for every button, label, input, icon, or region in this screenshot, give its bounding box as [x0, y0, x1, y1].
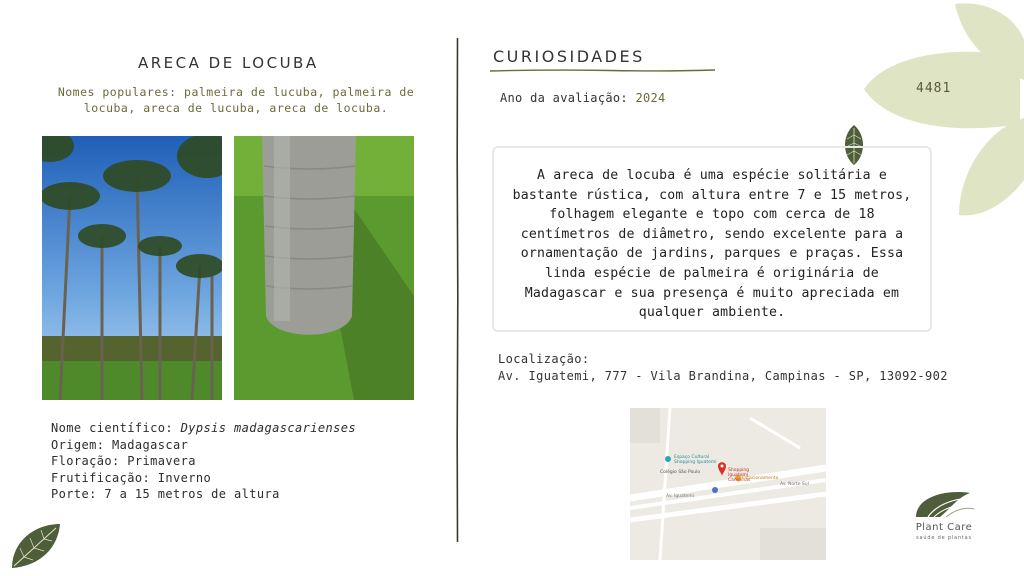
location-label: Localização:: [498, 352, 590, 366]
year-value: 2024: [635, 91, 666, 105]
map-poi-1: Espaço Cultural Shopping Iguatemi: [674, 455, 717, 465]
scientific-name: Nome científico: Dypsis madagascarienses: [51, 421, 356, 435]
fruiting: Frutificação: Inverno: [51, 470, 212, 485]
map-street-1: Av. Iguatemi: [666, 494, 694, 499]
title-underline: [490, 68, 715, 73]
location-map[interactable]: [630, 408, 826, 560]
description-text: A areca de locuba é uma espécie solitária e bastante rústica, com altura entre 7 e 15 metros, folhagem elegante e topo com cerca de 18 centímetros de diâmetro, sendo excelente para a ornamentação de jardins, parques e praças. Essa linda espécie de palmeira é originária de Madagascar e sua presença é muito apreciada em qualquer ambiente.: [512, 168, 912, 321]
palm-leaf-icon: [8, 520, 62, 570]
vertical-divider: [456, 38, 459, 542]
map-poi-2: Shopping Iguatemi Campinas: [728, 468, 751, 483]
location-address: Av. Iguatemi, 777 - Vila Brandina, Campinas - SP, 13092-902: [498, 369, 948, 383]
brand-name: Plant Care: [915, 522, 973, 533]
scientific-name-value: Dypsis madagascarienses: [180, 421, 356, 435]
popular-names: Nomes populares: palmeira de lucuba, palmeira de locuba, areca de lucuba, areca de locuba.: [57, 85, 415, 115]
plant-care-logo-icon: [906, 487, 982, 521]
badge-number: 4481: [916, 81, 952, 96]
curiosities-title: CURIOSIDADES: [493, 47, 645, 66]
palm-trees-photo: [42, 136, 222, 400]
map-poi-4: Colégio São Paulo: [660, 470, 701, 475]
plant-facts: [51, 420, 356, 503]
origin: Origem: Madagascar: [51, 437, 189, 452]
plant-title: ARECA DE LOCUBA: [138, 54, 319, 72]
palm-trunk-photo: [234, 136, 414, 400]
description-box: [492, 146, 932, 332]
plant-care-logo: [906, 487, 982, 547]
brand-tagline: saúde de plantas: [916, 535, 972, 541]
map-street-2: Av. Norte Sul: [780, 482, 809, 487]
evaluation-year: Ano da avaliação: 2024: [500, 91, 666, 105]
flowering: Floração: Primavera: [51, 454, 196, 468]
map-poi-3: Estacionamento: [742, 476, 779, 481]
size: Porte: 7 a 15 metros de altura: [51, 487, 280, 501]
